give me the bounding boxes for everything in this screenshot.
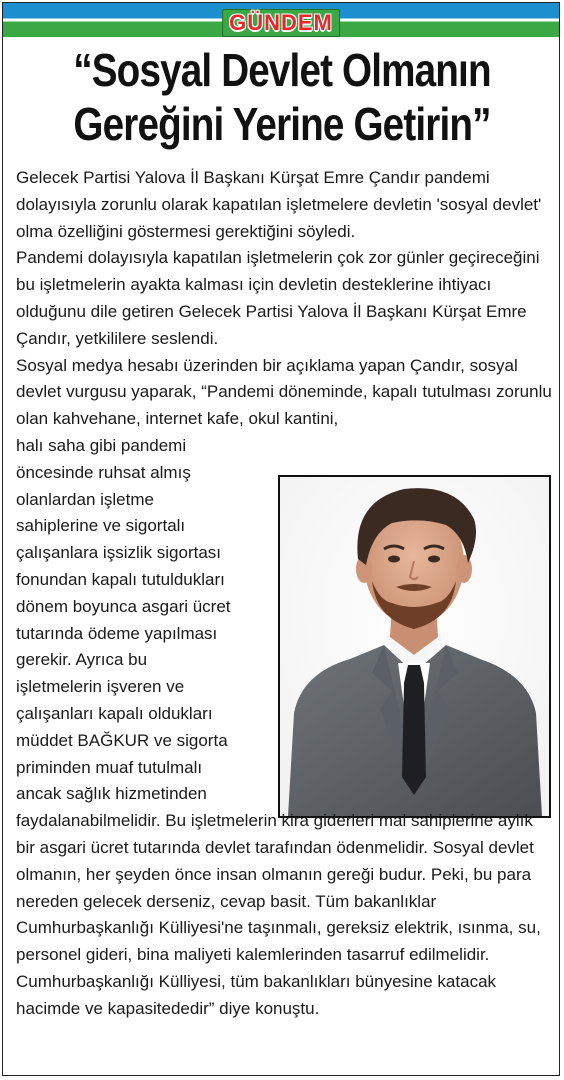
wrap-line: halı saha gibi pandemi (16, 435, 187, 455)
article-body (16, 165, 556, 1023)
headline-line-2: Gereğini Yerine Getirin” (73, 98, 491, 150)
wrap-line: ancak sağlık hizmetinden (16, 784, 207, 804)
wrap-line: işletmelerin işveren ve (16, 677, 185, 697)
wrap-line: çalışanları kapalı oldukları (16, 703, 213, 723)
wrap-line: müddet BAĞKUR ve sigorta (16, 730, 228, 750)
wrap-line: gerekir. Ayrıca bu (16, 650, 148, 670)
newspaper-page (2, 2, 560, 1076)
wrap-line: priminden muaf tutulmalı (16, 757, 203, 777)
wrap-line: sahiplerine ve sigortalı (16, 516, 186, 536)
paragraph-3-tail: faydalanabilmelidir. Bu işletmelerin kira giderleri mal sahiplerine aylık bir asgari ücret tutarında devlet tarafından ödenmelidir. Sosyal devlet olmanın, her şeyden önce insan olmanın gereği budur. Peki, bu para nereden gelecek derseniz, cevap basit. Tüm bakanlıklar Cumhurbaşkanlığı Külliyesi'ne taşınmalı, gereksiz elektrik, ısınma, su, personel gideri, bina maliyeti kalemlerinden tasarruf edilmelidir. Cumhurbaşkanlığı Külliyesi, tüm bakanlıkları bünyesine katacak hacimde ve kapasitededir” diye konuştu. (16, 811, 541, 1018)
wrap-line: tutarında ödeme yapılması (16, 623, 218, 643)
paragraph-1: Gelecek Partisi Yalova İl Başkanı Kürşat Emre Çandır pandemi dolayısıyla zorunlu olarak kapatılan işletmelere devletin 'sosyal devlet' olma özelliğini göstermesi gerektiğini söyledi. (16, 168, 542, 241)
section-label: GÜNDEM (229, 10, 333, 35)
wrap-line: çalışanlara işsizlik sigortası (16, 543, 222, 563)
headline (53, 43, 512, 151)
wrap-line: dönem boyunca asgari ücret (16, 596, 231, 616)
paragraph-2: Pandemi dolayısıyla kapatılan işletmelerin çok zor günler geçireceğini bu işletmelerin ayakta kalması için devletin desteklerine ihtiyacı olduğunu dile getiren Gelecek Partisi Yalova İl Başkanı Kürşat Emre Çandır, yetkililere seslendi. (16, 248, 540, 348)
wrap-line: olanlardan işletme (16, 489, 154, 509)
headline-line-1: “Sosyal Devlet Olmanın (73, 44, 491, 96)
wrap-line: öncesinde ruhsat almış (16, 462, 191, 482)
section-banner (3, 3, 559, 37)
paragraph-3-lead: Sosyal medya hesabı üzerinden bir açıklama yapan Çandır, sosyal devlet vurgusu yaparak, “Pandemi döneminde, kapalı tutulması zorunlu olan kahvehane, internet kafe, okul kantini, (16, 355, 552, 429)
wrap-line: fonundan kapalı tutuldukları (16, 569, 225, 589)
wrapped-column (16, 433, 278, 808)
section-label-box (222, 9, 340, 37)
